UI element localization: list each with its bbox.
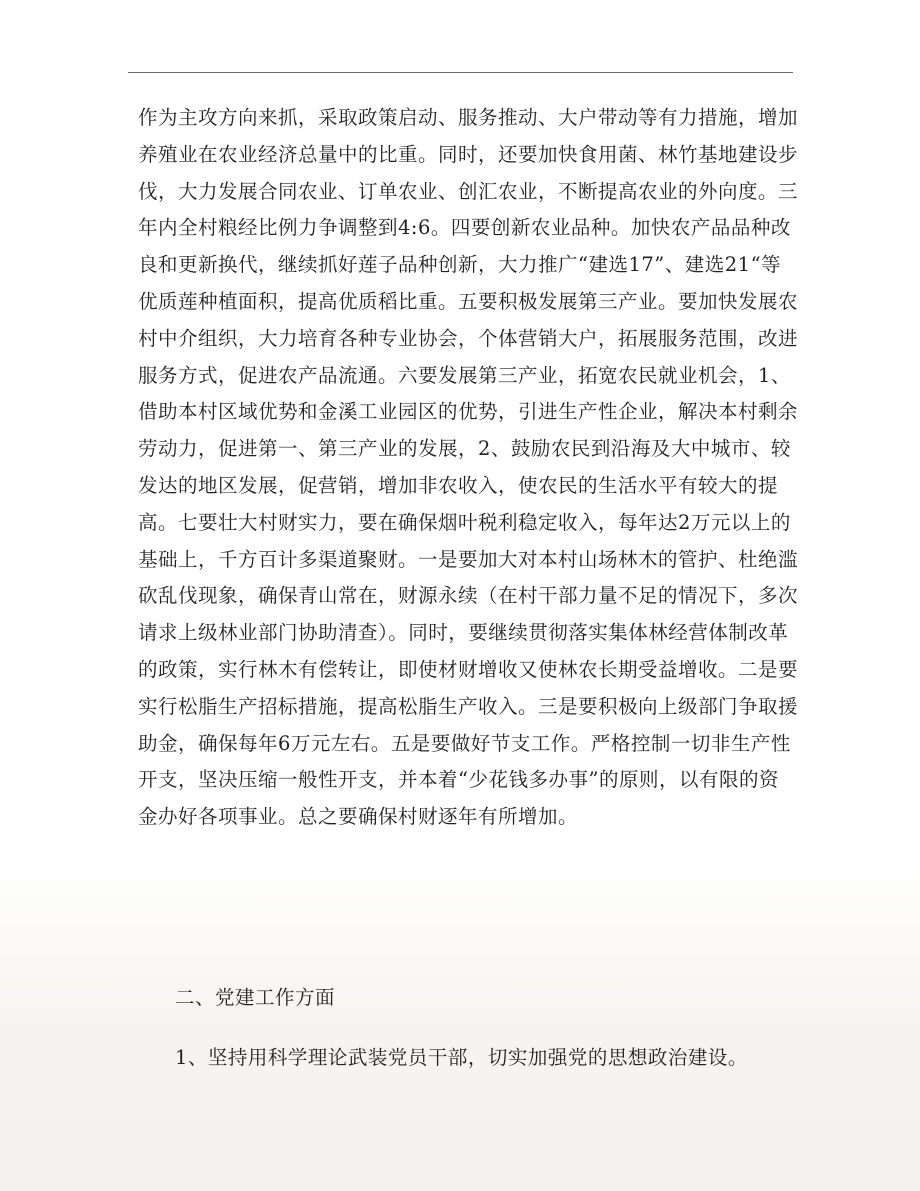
header-rule: [128, 72, 793, 73]
section-item: 1、坚持用科学理论武装党员干部，切实加强党的思想政治建设。: [175, 1046, 748, 1069]
body-paragraph: 作为主攻方向来抓，采取政策启动、服务推动、大户带动等有力措施，增加养殖业在农业经济总量中的比重。同时，还要加快食用菌、林竹基地建设步伐，大力发展合同农业、订单农业、创汇农业，不断提高农业的外向度。三年内全村粮经比例力争调整到4:6。四要创新农业品种。加快农产品品种改良和更新换代，继续抓好莲子品种创新，大力推广“建选17”、建选21“等优质莲种植面积，提高优质稻比重。五要积极发展第三产业。要加快发展农村中介组织，大力培育各种专业协会，个体营销大户，拓展服务范围，改进服务方式，促进农产品流通。六要发展第三产业，拓宽农民就业机会，1、借助本村区域优势和金溪工业园区的优势，引进生产性企业，解决本村剩余劳动力，促进第一、第三产业的发展，2、鼓励农民到沿海及大中城市、较发达的地区发展，促营销，增加非农收入，使农民的生活水平有较大的提高。七要壮大村财实力，要在确保烟叶税利稳定收入，每年达2万元以上的基础上，千方百计多渠道聚财。一是要加大对本村山场林木的管护、杜绝滥砍乱伐现象，确保青山常在，财源永续（在村干部力量不足的情况下，多次请求上级林业部门协助清查）。同时，要继续贯彻落实集体林经营体制改革的政策，实行林木有偿转让，即使材财增收又使林农长期受益增收。二是要实行松脂生产招标措施，提高松脂生产收入。三是要积极向上级部门争取援助金，确保每年6万元左右。五是要做好节支工作。严格控制一切非生产性开支，坚决压缩一般性开支，并本着“少花钱多办事”的原则，以有限的资金办好各项事业。总之要确保村财逐年有所增加。: [138, 106, 799, 829]
section-heading: 二、党建工作方面: [175, 986, 336, 1009]
